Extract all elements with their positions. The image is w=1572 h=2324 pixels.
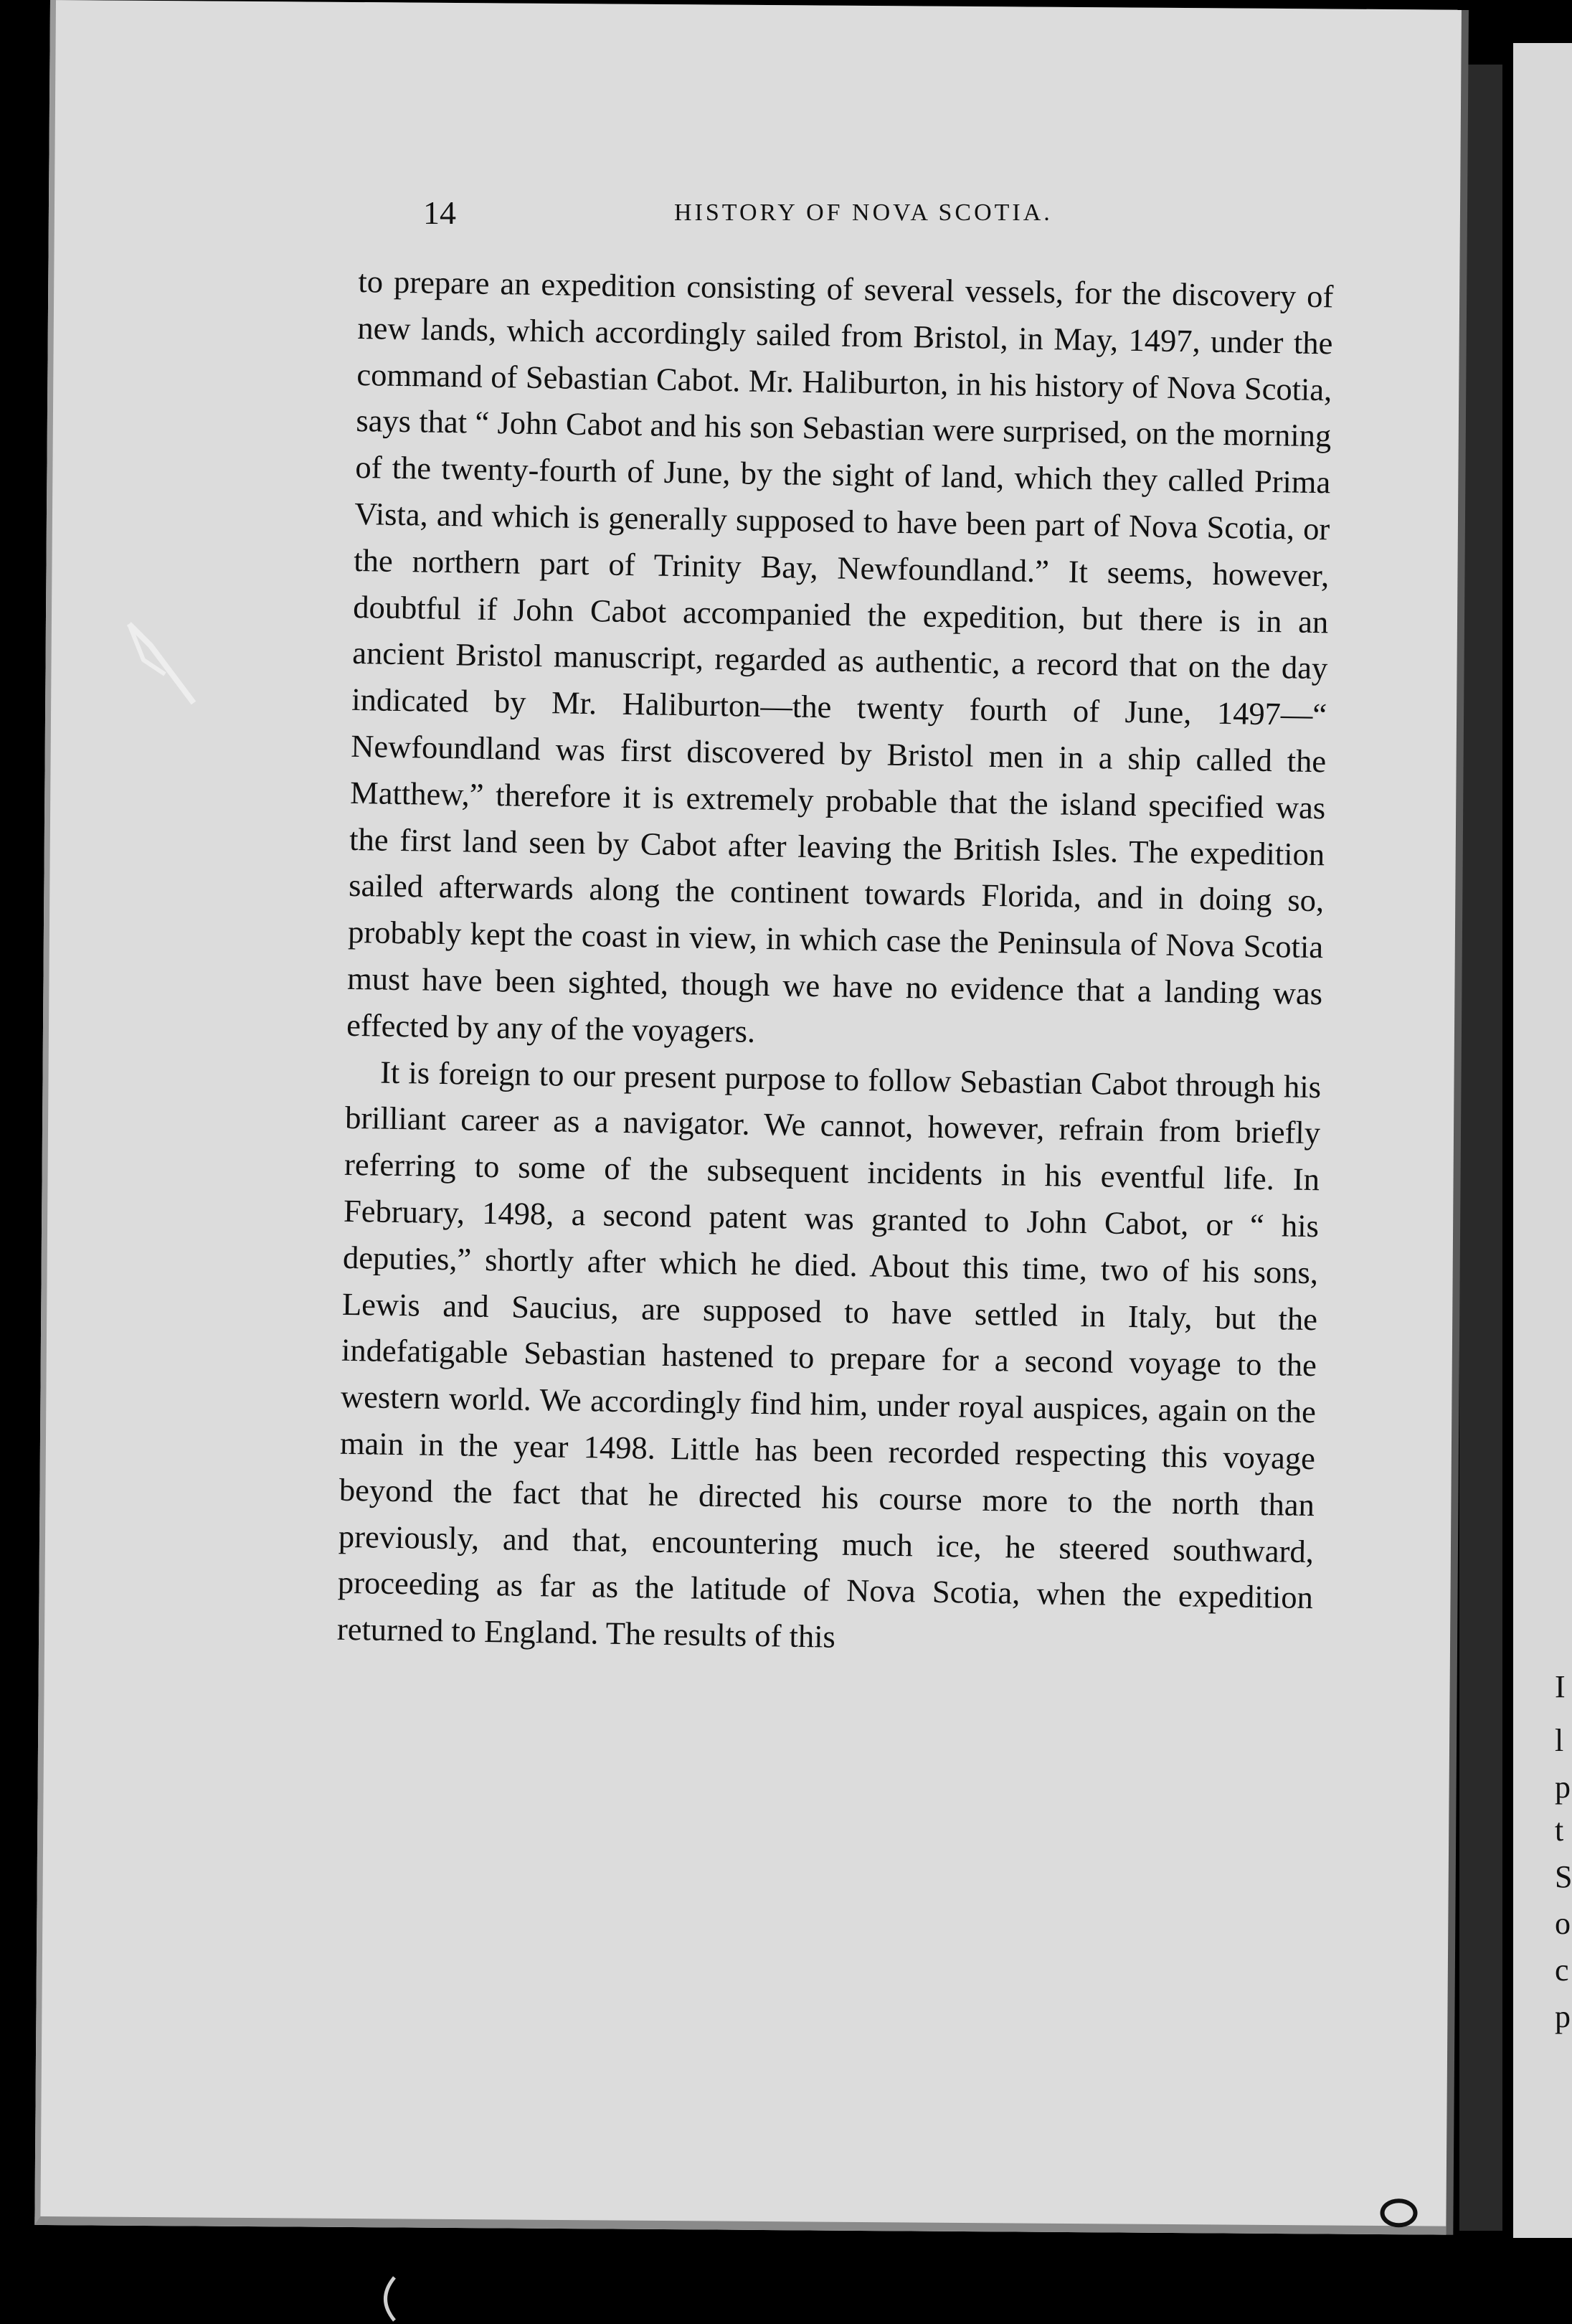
book-gutter bbox=[1459, 65, 1502, 2231]
running-header bbox=[366, 194, 1327, 237]
page-number: 14 bbox=[423, 194, 456, 231]
page-body bbox=[336, 258, 1333, 1668]
facing-page-edge bbox=[1513, 43, 1572, 2238]
paragraph: It is foreign to our present purpose to follow Sebastian Cabot through his brilliant career as a navigator. We cannot, however, refrain from briefly referring to some of the subsequent incidents in his eventful life. In February, 1498, a second patent was granted to John Cabot, or “ his deputies,” shortly after which he died. About this time, two of his sons, Lewis and Saucius, are supposed to have settled in Italy, but the indefatigable Sebastian hastened to prepare for a second voyage to the western world. We accordingly find him, under royal auspices, again on the main in the year 1498. Little has been recorded respecting this voyage beyond the fact that he directed his course more to the north than previously, and that, encountering much ice, he steered southward, proceeding as far as the latitude of Nova Scotia, when the expedition returned to England. The results of this bbox=[336, 1054, 1322, 1655]
facing-page-glyph: t bbox=[1555, 1813, 1564, 1848]
paragraph: to prepare an expedition consisting of several vessels, for the discovery of new lands, which accordingly sailed from Bristol, in May, 1497, under the command of Sebastian Cabot. Mr. Haliburton, in his history of Nova Scotia, says that “ John Cabot and his son Sebastian were surprised, on the morning of the twenty-fourth of June, by the sight of land, which they called Prima Vista, and which is generally supposed to have been part of Nova Scotia, or the northern part of Trinity Bay, Newfoundland.” It seems, however, doubtful if John Cabot accompanied the expedition, but there is in an ancient Bristol manuscript, regarded as authentic, a record that on the day indicated by Mr. Haliburton—the twenty fourth of June, 1497—“ Newfoundland was first discovered by Bristol men in a ship called the Matthew,” therefore it is extremely probable that the island specified was the first land seen by Cabot after leaving the British Isles. The expedition sailed afterwards along the continent towards Florida, and in doing so, probably kept the coast in view, in which case the Peninsula of Nova Scotia must have been sighted, though we have no evidence that a landing was effected by any of the voyagers. bbox=[346, 263, 1334, 1049]
facing-page-glyph: o bbox=[1555, 1906, 1571, 1941]
running-title: HISTORY OF NOVA SCOTIA. bbox=[674, 199, 1053, 226]
facing-page-glyph: I bbox=[1555, 1669, 1566, 1704]
scan-artifact-mark bbox=[122, 617, 201, 710]
facing-page-glyph: c bbox=[1555, 1952, 1569, 1988]
facing-page-glyph: l bbox=[1555, 1723, 1564, 1758]
page-corner-curl bbox=[1380, 2198, 1417, 2227]
scan-bracket-mark bbox=[373, 2274, 402, 2324]
facing-page-glyph: p bbox=[1555, 1770, 1571, 1805]
facing-page-glyph: S bbox=[1555, 1859, 1572, 1894]
facing-page-glyph: p bbox=[1555, 1999, 1571, 2034]
